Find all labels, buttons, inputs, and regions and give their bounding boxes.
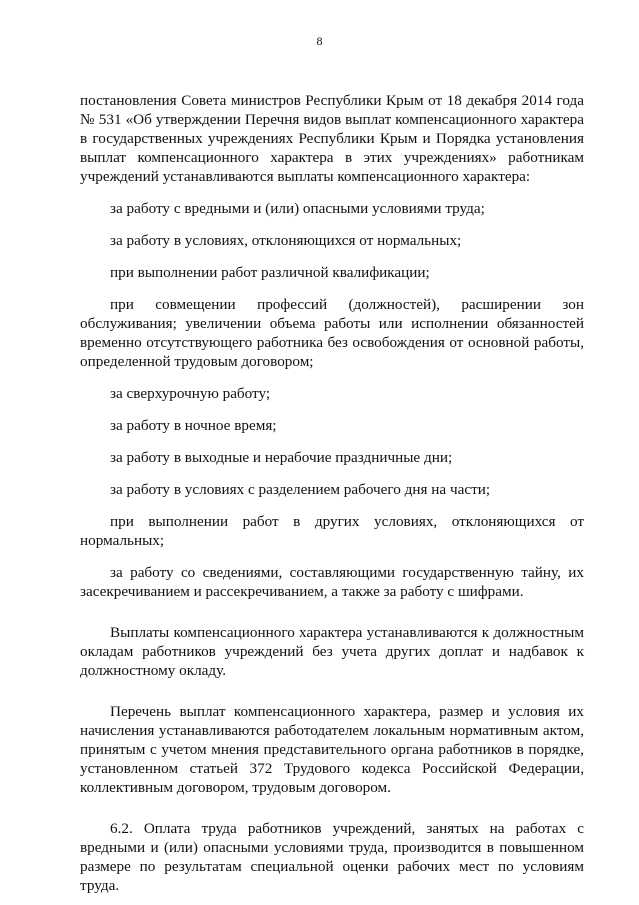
list-item: за работу в условиях с разделением рабочего дня на части; xyxy=(110,481,491,498)
list-item: за работу в ночное время; xyxy=(110,417,277,434)
list-item: за работу с вредными и (или) опасными условиями труда; xyxy=(110,200,485,217)
list-item: при выполнении работ в других условиях, отклоняющихся от нормальных; xyxy=(80,513,584,549)
paragraph-section-6-2: 6.2. Оплата труда работников учреждений, занятых на работах с вредными и (или) опасными условиями труда, производится в повышенном размере по результатам специальной оценки рабочих мест по условиям труда. xyxy=(80,820,584,894)
document-body xyxy=(80,91,584,895)
list-item: за сверхурочную работу; xyxy=(110,385,271,402)
page-number: 8 xyxy=(316,34,323,48)
paragraph-intro: постановления Совета министров Республики Крым от 18 декабря 2014 года № 531 «Об утверждении Перечня видов выплат компенсационного характера в государственных учреждениях Республики Крым и Порядка установления выплат компенсационного характера в этих учреждениях» работникам учреждений устанавливаются выплаты компенсационного характера: xyxy=(80,92,584,185)
list-item: при выполнении работ различной квалификации; xyxy=(110,264,430,281)
paragraph: Перечень выплат компенсационного характера, размер и условия их начисления устанавливаются работодателем локальным нормативным актом, принятым с учетом мнения представительного органа работников в порядке, установленном статьей 372 Трудового кодекса Российской Федерации, коллективным договором, трудовым договором. xyxy=(80,703,584,796)
list-item: за работу в выходные и нерабочие праздничные дни; xyxy=(110,449,453,466)
paragraph: Выплаты компенсационного характера устанавливаются к должностным окладам работников учреждений без учета других доплат и надбавок к должностному окладу. xyxy=(80,624,584,679)
list-item: за работу со сведениями, составляющими государственную тайну, их засекречиванием и рассекречиванием, а также за работу с шифрами. xyxy=(80,564,584,600)
list-item: при совмещении профессий (должностей), расширении зон обслуживания; увеличении объема работы или исполнении обязанностей временно отсутствующего работника без освобождения от основной работы, определенной трудовым договором; xyxy=(80,296,584,370)
list-item: за работу в условиях, отклоняющихся от нормальных; xyxy=(110,232,462,249)
